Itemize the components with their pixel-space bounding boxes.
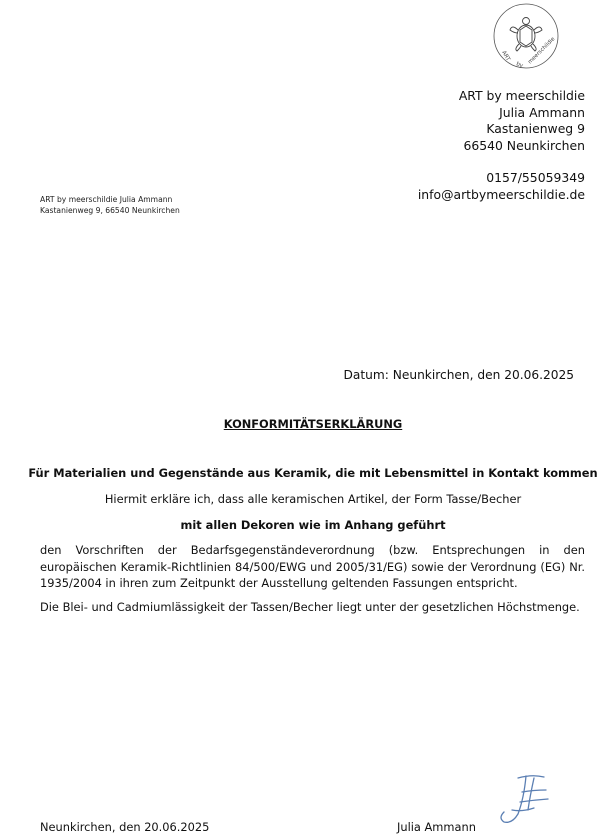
return-address-line1: ART by meerschildie Julia Ammann xyxy=(40,195,173,204)
document-title: KONFORMITÄTSERKLÄRUNG xyxy=(223,417,403,431)
sender-city: 66540 Neunkirchen xyxy=(463,137,585,153)
paragraph-lead-cadmium: Die Blei- und Cadmiumlässigkeit der Tassen/Becher liegt unter der gesetzlichen Höchstmenge. xyxy=(40,600,580,614)
sender-company: ART by meerschildie xyxy=(458,88,585,103)
sender-phone: 0157/55059349 xyxy=(486,170,585,185)
sender-block xyxy=(418,88,585,203)
footer-signer-name: Julia Ammann xyxy=(397,820,476,834)
turtle-icon xyxy=(510,18,542,52)
logo-text-name: meerschildie xyxy=(527,36,557,66)
date-line: Datum: Neunkirchen, den 20.06.2025 xyxy=(343,368,574,382)
sender-street: Kastanienweg 9 xyxy=(486,121,585,136)
decor-line: mit allen Dekoren wie im Anhang geführt xyxy=(180,518,446,532)
logo xyxy=(492,2,560,70)
return-address xyxy=(40,195,180,216)
logo-text-by: by xyxy=(515,61,524,70)
signature xyxy=(482,768,562,830)
sender-email: info@artbymeerschildie.de xyxy=(417,186,585,202)
paragraph-regulations: den Vorschriften der Bedarfsgegenständeverordnung (bzw. Entsprechungen in den europäischen Keramik-Richtlinien 84/500/EWG und 2005/31/EG) sowie der Verordnung (EG) Nr. 1935/2004 in ihren zum Zeitpunkt der Ausstellung geltenden Fassungen entspricht. xyxy=(40,543,585,590)
declaration-line: Hiermit erkläre ich, dass alle keramischen Artikel, der Form Tasse/Becher xyxy=(104,492,522,506)
sender-name: Julia Ammann xyxy=(499,104,585,120)
logo-text-art: ART xyxy=(500,50,511,63)
document-subtitle: Für Materialien und Gegenstände aus Keramik, die mit Lebensmittel in Kontakt kommen xyxy=(28,466,598,480)
footer-place-date: Neunkirchen, den 20.06.2025 xyxy=(40,820,210,834)
return-address-line2: Kastanienweg 9, 66540 Neunkirchen xyxy=(40,205,180,215)
